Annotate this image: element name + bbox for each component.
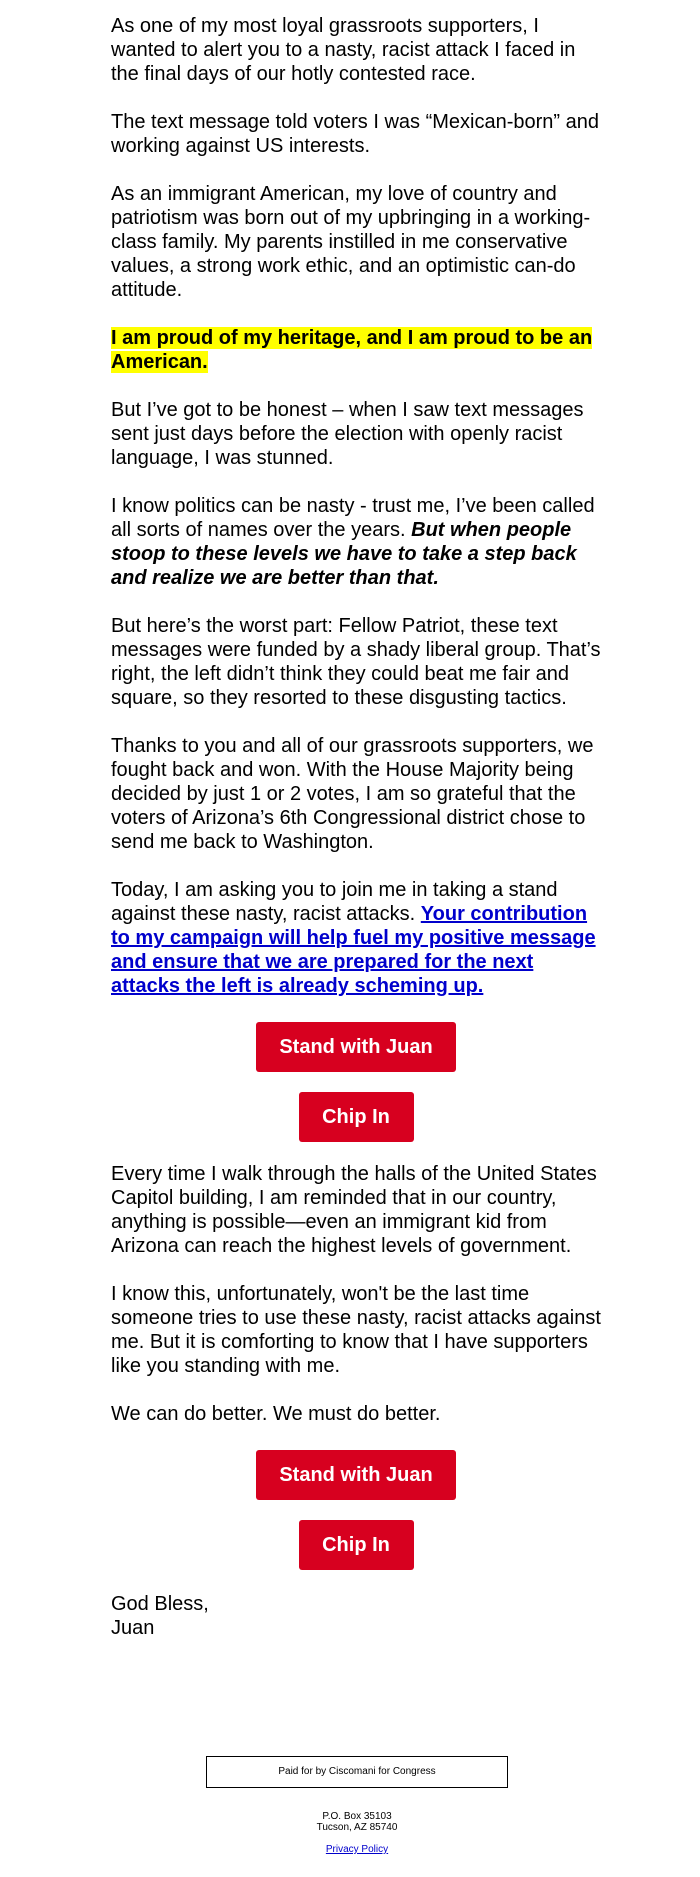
contribution-link[interactable]: Your contribution to my campaign will help fuel my positive message and ensure that we are prepared for the next attacks the left is already scheming up.: [111, 903, 596, 997]
stand-with-juan-button[interactable]: Stand with Juan: [256, 1022, 456, 1072]
chip-in-button[interactable]: Chip In: [299, 1092, 414, 1142]
paragraph-ask: [111, 878, 601, 998]
address-line-2: Tucson, AZ 85740: [316, 1822, 398, 1833]
button-row-2b: [111, 1520, 601, 1570]
politics-text: I know politics can be nasty - trust me, I’ve been called all sorts of names over the years.: [111, 495, 595, 541]
paragraph-immigrant: As an immigrant American, my love of country and patriotism was born out of my upbringing in a working-class family. My parents instilled in me conservative values, a strong work ethic, and an optimistic can-do attitude.: [111, 183, 591, 301]
privacy-row: [206, 1844, 508, 1856]
highlighted-statement: I am proud of my heritage, and I am proud to be an American.: [111, 327, 593, 373]
paragraph-heritage: [111, 326, 601, 374]
paragraph-capitol: Every time I walk through the halls of the United States Capitol building, I am reminded that in our country, anything is possible—even an immigrant kid from Arizona can reach the highest levels of government.: [111, 1163, 597, 1257]
paragraph-intro: As one of my most loyal grassroots supporters, I wanted to alert you to a nasty, racist attack I faced in the final days of our hotly contested race.: [111, 15, 576, 85]
button-row-1a: [111, 1022, 601, 1072]
paragraph-thanks: Thanks to you and all of our grassroots supporters, we fought back and won. With the House Majority being decided by just 1 or 2 votes, I am so grateful that the voters of Arizona’s 6th Congressional district chose to send me back to Washington.: [111, 735, 594, 853]
paragraph-worst-part: But here’s the worst part: Fellow Patriot, these text messages were funded by a shady liberal group. That’s right, the left didn’t think they could beat me fair and square, so they resorted to these disgusting tactics.: [111, 615, 601, 709]
paragraph-honest: But I’ve got to be honest – when I saw text messages sent just days before the election with openly racist language, I was stunned.: [111, 399, 584, 469]
signature: Juan: [111, 1617, 155, 1639]
privacy-policy-link[interactable]: Privacy Policy: [325, 1844, 389, 1855]
stand-with-juan-button[interactable]: Stand with Juan: [256, 1450, 456, 1500]
ask-text: Today, I am asking you to join me in taking a stand against these nasty, racist attacks.: [111, 879, 558, 925]
email-body: [111, 14, 601, 1640]
emphasis-text: But when people stoop to these levels we have to take a step back and realize we are better than that.: [111, 519, 577, 589]
paragraph-politics: [111, 494, 601, 590]
paragraph-not-last: I know this, unfortunately, won't be the last time someone tries to use these nasty, racist attacks against me. But it is comforting to know that I have supporters like you standing with me.: [111, 1283, 601, 1377]
mailing-address: [206, 1811, 508, 1833]
button-row-2a: [111, 1450, 601, 1500]
paragraph-do-better: We can do better. We must do better.: [111, 1403, 441, 1425]
address-line-1: P.O. Box 35103: [322, 1811, 392, 1822]
chip-in-button[interactable]: Chip In: [299, 1520, 414, 1570]
paid-for-disclaimer: Paid for by Ciscomani for Congress: [206, 1756, 508, 1788]
button-row-1b: [111, 1092, 601, 1142]
paragraph-text-message: The text message told voters I was “Mexican-born” and working against US interests.: [111, 111, 599, 157]
signoff: God Bless,: [111, 1593, 209, 1615]
